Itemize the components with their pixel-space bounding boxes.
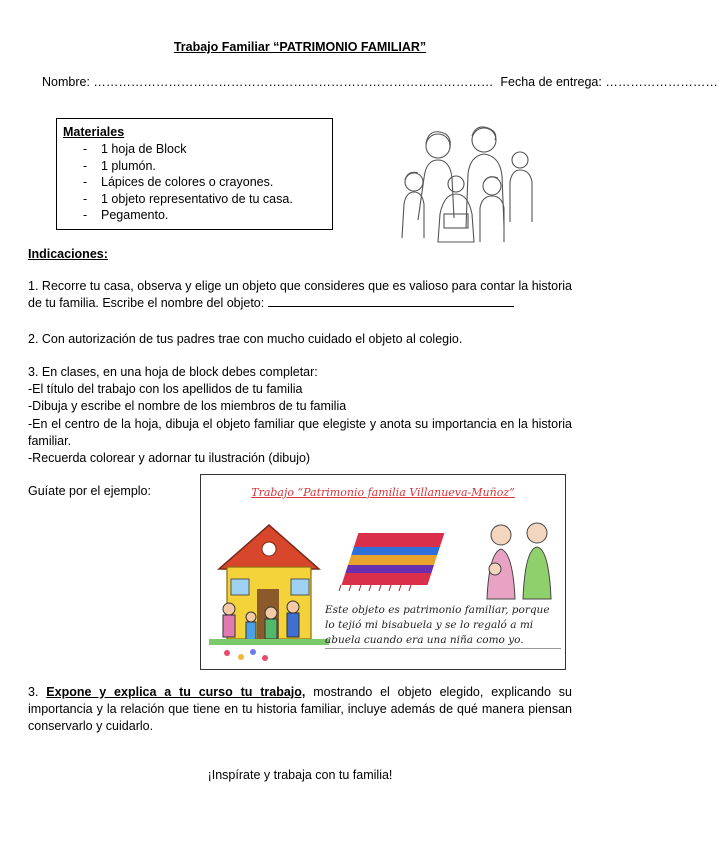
instruction-3-line: 3. En clases, en una hoja de block debes completar:: [28, 365, 318, 379]
materials-title: Materiales: [63, 125, 125, 139]
step-3-text: mostrando el objeto elegido, explicando su importancia y la relación que tiene en tu historia familiar, incluye además de qué manera piensan conservarlo y cuidarlo.: [28, 685, 572, 734]
step-3-bold: Expone y explica a tu curso tu trabajo,: [46, 685, 306, 699]
materials-list: [63, 141, 326, 224]
instruction-1: 1. Recorre tu casa, observa y elige un objeto que consideres que es valioso para contar la historia de tu familia. Escribe el nombre del objeto:: [28, 279, 572, 311]
list-item: - Lápices de colores o crayones.: [83, 175, 274, 190]
example-title: Trabajo “Patrimonio familia Villanueva-Muñoz”: [251, 486, 515, 499]
example-label: Guíate por el ejemplo:: [28, 484, 151, 498]
example-caption: Este objeto es patrimonio familiar, porque lo tejió mi bisabuela y se lo regaló a mi abuela cuando era una niña como yo.: [325, 603, 561, 649]
example-image: [200, 474, 566, 670]
grandparents-icon: [477, 519, 561, 603]
list-item: - 1 hoja de Block: [83, 142, 187, 156]
fecha-label: Fecha de entrega:: [500, 75, 602, 89]
instruction-3-line: -En el centro de la hoja, dibuja el objeto familiar que elegiste y anota su importancia en la historia familiar.: [28, 416, 572, 448]
instruction-3-line: -Dibuja y escribe el nombre de los miembros de tu familia: [28, 399, 347, 414]
house-icon: [209, 509, 329, 667]
list-item: - 1 objeto representativo de tu casa.: [83, 191, 293, 206]
instruction-3-line: -El título del trabajo con los apellidos de tu familia: [28, 382, 303, 397]
blanket-icon: [337, 525, 447, 597]
fecha-blank: ………………………: [605, 75, 718, 89]
name-date-row: [42, 75, 718, 89]
object-name-blank: [268, 295, 514, 307]
list-item: - Pegamento.: [83, 208, 169, 223]
indications-title: Indicaciones:: [28, 247, 108, 261]
instruction-3-line: -Recuerda colorear y adornar tu ilustración (dibujo): [28, 451, 311, 466]
list-item: - 1 plumón.: [83, 158, 156, 173]
nombre-blank: ……………………………………………………………………………………: [93, 75, 494, 89]
closing-text: ¡Inspírate y trabaja con tu familia!: [207, 768, 393, 782]
step-3: [28, 684, 572, 736]
family-illustration: [388, 118, 538, 248]
materials-box: [56, 118, 333, 230]
instruction-3: [28, 364, 572, 467]
step-3-number: 3.: [28, 685, 39, 699]
instruction-2: 2. Con autorización de tus padres trae con mucho cuidado el objeto al colegio.: [28, 332, 463, 346]
page-title: Trabajo Familiar “PATRIMONIO FAMILIAR”: [173, 40, 427, 54]
nombre-label: Nombre:: [42, 75, 90, 89]
